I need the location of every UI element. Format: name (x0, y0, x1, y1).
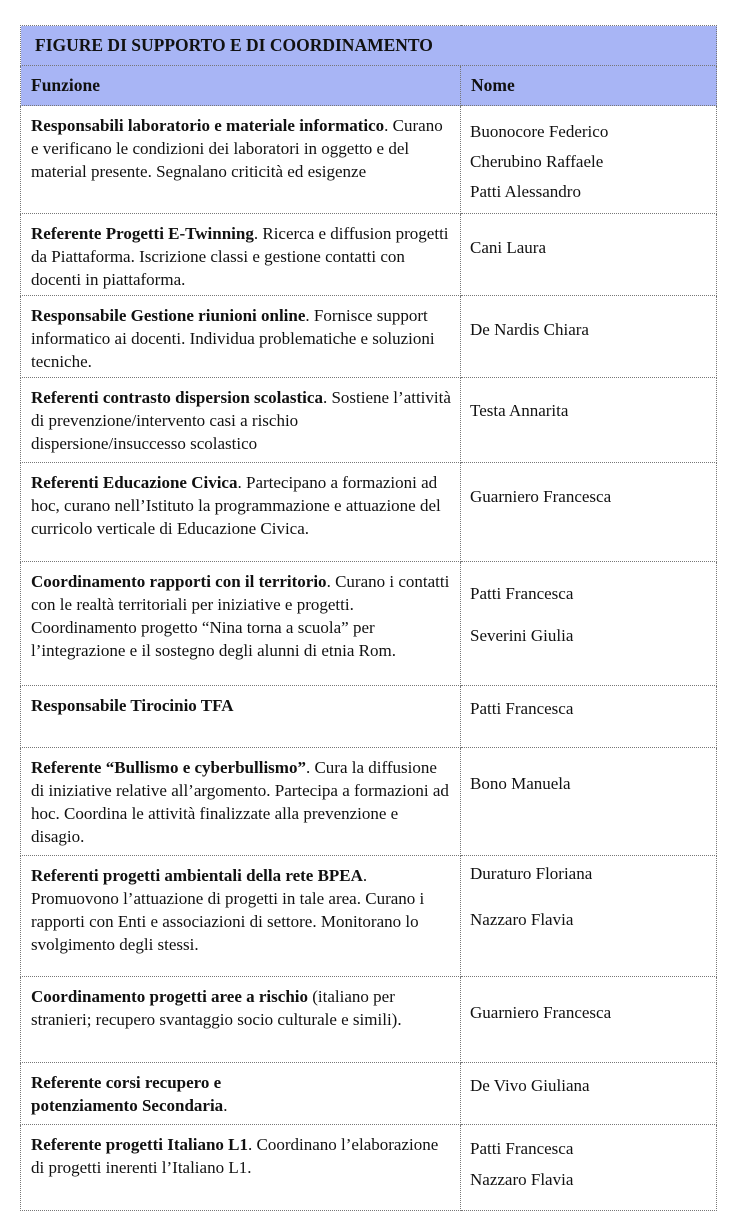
person-name: Patti Alessandro (470, 182, 581, 201)
person-name: Bono Manuela (470, 774, 571, 793)
table-row (21, 1125, 717, 1211)
function-title: Referente Progetti E-Twinning (31, 224, 254, 243)
name-cell (461, 562, 717, 686)
table-title: FIGURE DI SUPPORTO E DI COORDINAMENTO (21, 26, 717, 66)
name-cell (461, 856, 717, 977)
function-title: Referente progetti Italiano L1 (31, 1135, 249, 1154)
function-description: . Ricerca e diffusion progetti da Piattaforma. Iscrizione classi e gestione contatti con docenti in piattaforma. (31, 224, 449, 289)
function-cell (21, 214, 461, 296)
table-row (21, 856, 717, 977)
function-title: Referenti contrasto dispersion scolastica (31, 388, 323, 407)
function-cell (21, 1125, 461, 1211)
table-body (21, 106, 717, 1211)
person-name: De Vivo Giuliana (470, 1076, 590, 1095)
name-cell (461, 296, 717, 378)
person-name: De Nardis Chiara (470, 320, 589, 339)
name-cell (461, 463, 717, 562)
person-name: Nazzaro Flavia (470, 1170, 574, 1189)
function-title: Coordinamento progetti aree a rischio (31, 987, 308, 1006)
name-cell (461, 106, 717, 214)
function-title: Referenti progetti ambientali della rete BPEA (31, 866, 363, 885)
name-cell (461, 214, 717, 296)
person-name: Testa Annarita (470, 401, 569, 420)
table-row (21, 562, 717, 686)
name-cell (461, 686, 717, 748)
function-title: Referente “Bullismo e cyberbullismo” (31, 758, 306, 777)
function-description: . Curano i contatti con le realtà territoriali per iniziative e progetti. Coordinamento progetto “Nina torna a scuola” per l’integrazione e il sostegno degli alunni di etnia Rom. (31, 572, 450, 660)
function-cell (21, 977, 461, 1063)
table-row (21, 106, 717, 214)
function-description: . Partecipano a formazioni ad hoc, curano nell’Istituto la programmazione e attuazione del curricolo verticale di Educazione Civica. (31, 473, 441, 538)
function-description: . Curano e verificano le condizioni dei laboratori in oggetto e del material presente. Segnalano criticità ed esigenze (31, 116, 443, 181)
function-cell (21, 463, 461, 562)
name-cell (461, 977, 717, 1063)
table-row (21, 977, 717, 1063)
table-header-row (21, 66, 717, 106)
person-name: Patti Francesca (470, 584, 574, 603)
table-row (21, 463, 717, 562)
table-row (21, 748, 717, 856)
function-title: Responsabile Gestione riunioni online (31, 306, 306, 325)
table-row (21, 686, 717, 748)
header-function: Funzione (21, 66, 461, 106)
person-name: Buonocore Federico (470, 122, 609, 141)
table-row (21, 214, 717, 296)
table-row (21, 296, 717, 378)
name-cell (461, 748, 717, 856)
function-title: Responsabili laboratorio e materiale informatico (31, 116, 385, 135)
person-name: Guarniero Francesca (470, 487, 612, 506)
person-name: Duraturo Floriana (470, 864, 593, 883)
function-title: Coordinamento rapporti con il territorio (31, 572, 327, 591)
function-title: Referente corsi recupero e potenziamento Secondaria (31, 1073, 224, 1115)
person-name: Guarniero Francesca (470, 1003, 612, 1022)
person-name: Cani Laura (470, 238, 546, 257)
function-description: . Fornisce support informatico ai docenti. Individua problematiche e soluzioni tecniche. (31, 306, 435, 371)
function-cell (21, 856, 461, 977)
function-cell (21, 748, 461, 856)
name-cell (461, 1063, 717, 1125)
support-roles-table (20, 25, 717, 1211)
function-cell (21, 106, 461, 214)
function-description: . Coordinano l’elaborazione di progetti inerenti l’Italiano L1. (31, 1135, 439, 1177)
table-row (21, 1063, 717, 1125)
person-name: Patti Francesca (470, 699, 574, 718)
table-title-row (21, 26, 717, 66)
function-title: Responsabile Tirocinio TFA (31, 696, 234, 715)
function-cell (21, 686, 461, 748)
name-cell (461, 1125, 717, 1211)
table-row (21, 378, 717, 463)
function-description: . Cura la diffusione di iniziative relative all’argomento. Partecipa a formazioni ad hoc. Coordina le attività finalizzate alla prevenzione e disagio. (31, 758, 449, 846)
function-description: (italiano per stranieri; recupero svantaggio socio culturale e simili). (31, 987, 402, 1029)
function-cell (21, 562, 461, 686)
person-name: Cherubino Raffaele (470, 152, 604, 171)
function-title: Referenti Educazione Civica (31, 473, 238, 492)
function-cell (21, 1063, 461, 1125)
function-cell (21, 296, 461, 378)
person-name: Nazzaro Flavia (470, 910, 574, 929)
person-name: Severini Giulia (470, 626, 574, 645)
header-name: Nome (461, 66, 717, 106)
function-cell (21, 378, 461, 463)
person-name: Patti Francesca (470, 1139, 574, 1158)
function-description: . (223, 1096, 228, 1115)
name-cell (461, 378, 717, 463)
function-description: . Promuovono l’attuazione di progetti in tale area. Curano i rapporti con Enti e associazioni di settore. Monitorano lo svolgimento degli stessi. (31, 866, 425, 954)
function-description: . Sostiene l’attività di prevenzione/intervento casi a rischio dispersione/insuccesso scolastico (31, 388, 451, 453)
